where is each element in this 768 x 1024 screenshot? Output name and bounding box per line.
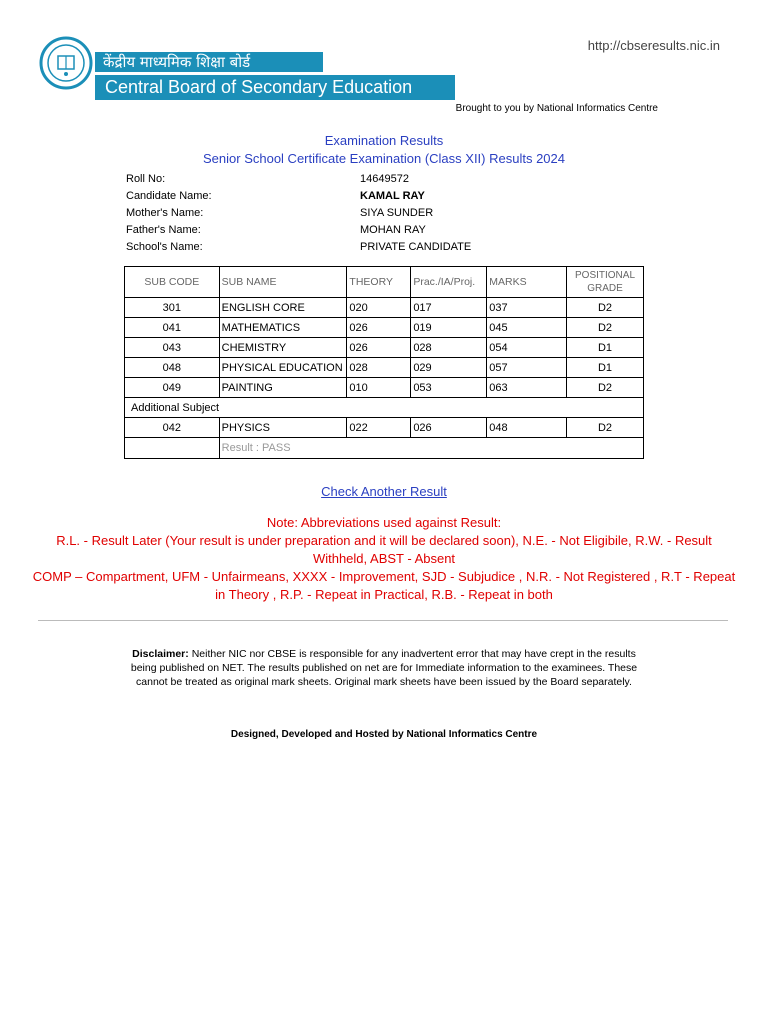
table-row [125, 418, 644, 438]
grade: D2 [567, 378, 644, 398]
theory: 026 [347, 338, 411, 358]
note-line-2: COMP – Compartment, UFM - Unfairmeans, XXXX - Improvement, SJD - Subjudice , N.R. - Not Registered , R.T - Repeat in Theory , R.P. - Repeat in Practical, R.B. - Repeat in both [32, 569, 736, 602]
marks: 037 [487, 298, 567, 318]
info-value: MOHAN RAY [360, 223, 426, 236]
exam-subheading: Senior School Certificate Examination (Class XII) Results 2024 [203, 151, 565, 166]
marks: 063 [487, 378, 567, 398]
col-header-sub-name: SUB NAME [219, 267, 347, 298]
candidate-info [126, 170, 626, 255]
info-label: Father's Name: [126, 223, 201, 236]
info-label: Candidate Name: [126, 189, 212, 202]
grade: D2 [567, 298, 644, 318]
marks-header-row [125, 267, 644, 298]
brought-by-text: Brought to you by National Informatics Centre [455, 103, 658, 114]
sub-code: 048 [125, 358, 220, 378]
theory: 026 [347, 318, 411, 338]
info-value: 14649572 [360, 172, 409, 185]
col-header-sub-code: SUB CODE [125, 267, 220, 298]
grade: D2 [567, 318, 644, 338]
disclaimer-text: Neither NIC nor CBSE is responsible for any inadvertent error that may have crept in the results being published on NET. The results published on net are for Immediate information to the examinees. These cannot be treated as original mark sheets. Original mark sheets have been issued by the Board separately. [130, 648, 638, 688]
divider [38, 620, 728, 621]
sub-name: ENGLISH CORE [219, 298, 347, 318]
cbse-logo-icon [39, 36, 93, 90]
sub-name: CHEMISTRY [219, 338, 347, 358]
practical: 017 [411, 298, 487, 318]
table-row [125, 338, 644, 358]
info-row-mother [126, 204, 626, 221]
marks: 057 [487, 358, 567, 378]
marks: 054 [487, 338, 567, 358]
check-another-result-link[interactable]: Check Another Result [321, 484, 447, 499]
board-title: Central Board of Secondary Education [95, 75, 455, 100]
sub-name: PAINTING [219, 378, 347, 398]
additional-subject-label: Additional Subject [125, 398, 644, 418]
info-row-roll [126, 170, 626, 187]
info-label: Roll No: [126, 172, 166, 185]
marks: 045 [487, 318, 567, 338]
practical: 028 [411, 338, 487, 358]
additional-subject-row [125, 398, 644, 418]
grade: D1 [567, 358, 644, 378]
info-value: SIYA SUNDER [360, 206, 434, 219]
sub-code: 043 [125, 338, 220, 358]
result-blank [125, 438, 220, 459]
table-row [125, 378, 644, 398]
sub-name: PHYSICAL EDUCATION [219, 358, 347, 378]
info-row-name [126, 187, 626, 204]
exam-heading: Examination Results [324, 133, 444, 148]
practical: 053 [411, 378, 487, 398]
sub-code: 042 [125, 418, 220, 438]
result-status: Result : PASS [219, 438, 643, 459]
hindi-title: केंद्रीय माध्यमिक शिक्षा बोर्ड [95, 52, 323, 72]
grade: D1 [567, 338, 644, 358]
info-value: KAMAL RAY [360, 189, 425, 202]
note-title: Note: Abbreviations used against Result: [266, 515, 502, 530]
info-row-father [126, 221, 626, 238]
marks: 048 [487, 418, 567, 438]
info-label: School's Name: [126, 240, 203, 253]
info-row-school [126, 238, 626, 255]
col-header-practical: Prac./IA/Proj. [411, 267, 487, 298]
disclaimer-label: Disclaimer: [132, 648, 189, 660]
theory: 022 [347, 418, 411, 438]
sub-name: PHYSICS [219, 418, 347, 438]
info-value: PRIVATE CANDIDATE [360, 240, 472, 253]
table-row [125, 358, 644, 378]
marks-table [124, 266, 644, 459]
sub-code: 049 [125, 378, 220, 398]
info-label: Mother's Name: [126, 206, 204, 219]
grade: D2 [567, 418, 644, 438]
table-row [125, 298, 644, 318]
note-line-1: R.L. - Result Later (Your result is under preparation and it will be declared soon), N.E. - Not Eligibile, R.W. - Result Withheld, ABST - Absent [56, 533, 712, 566]
theory: 028 [347, 358, 411, 378]
designed-by-text: Designed, Developed and Hosted by National Informatics Centre [230, 729, 538, 740]
theory: 010 [347, 378, 411, 398]
sub-code: 041 [125, 318, 220, 338]
disclaimer [118, 647, 650, 689]
sub-name: MATHEMATICS [219, 318, 347, 338]
table-row [125, 318, 644, 338]
abbreviations-note [28, 514, 740, 604]
col-header-marks: MARKS [487, 267, 567, 298]
theory: 020 [347, 298, 411, 318]
col-header-theory: THEORY [347, 267, 411, 298]
practical: 026 [411, 418, 487, 438]
site-url: http://cbseresults.nic.in [587, 38, 720, 53]
practical: 019 [411, 318, 487, 338]
sub-code: 301 [125, 298, 220, 318]
col-header-grade: POSITIONAL GRADE [567, 267, 644, 298]
practical: 029 [411, 358, 487, 378]
result-row [125, 438, 644, 459]
